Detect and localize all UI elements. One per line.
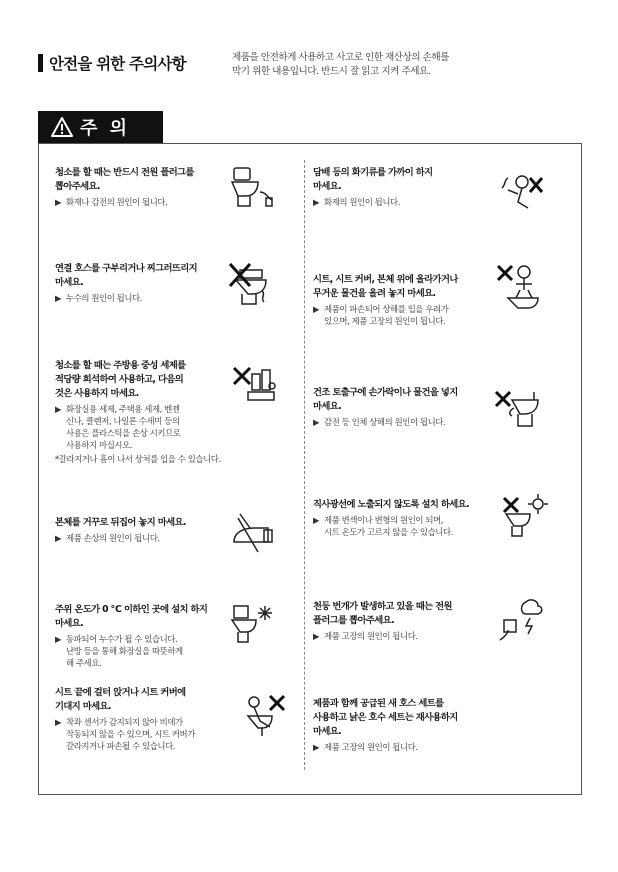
item-title-line: 주위 온도가 0 ℃ 이하인 곳에 설치 하지	[55, 604, 208, 615]
bullet-icon: ▶	[55, 197, 62, 207]
caution-item-new-hose-set	[313, 697, 573, 753]
item-body	[55, 292, 315, 304]
item-title-line: 마세요.	[55, 277, 84, 288]
bullet-icon: ▶	[313, 304, 320, 314]
item-body-line: 제품이 파손되어 상해를 입을 우려가	[324, 304, 449, 314]
item-body-line: 있으며, 제품 고장의 원인이 됩니다.	[324, 316, 446, 326]
item-body-line: 난방 등을 통해 화장실을 따뜻하게	[66, 646, 183, 656]
warning-triangle-icon	[50, 116, 74, 138]
page-title: 안전을 위한 주의사항	[49, 55, 186, 73]
bullet-icon: ▶	[313, 417, 320, 427]
item-body	[313, 741, 573, 753]
bullet-icon: ▶	[55, 717, 62, 727]
item-title-line: 마세요.	[313, 401, 342, 412]
toilet-plug-illustration	[226, 162, 276, 212]
sunlight-prohibited-illustration	[498, 492, 548, 542]
item-title-line: 마세요.	[55, 618, 84, 629]
frozen-toilet-illustration	[228, 598, 278, 648]
item-body-line: 제품 손상의 원인이 됩니다.	[66, 533, 160, 543]
hose-bend-prohibited-illustration	[226, 260, 276, 310]
item-body-line: 갈라지거나 파손될 수 있습니다.	[66, 741, 176, 751]
item-title-line: 마세요.	[313, 181, 342, 192]
item-body-line: 착좌 센서가 감지되지 않아 비데가	[66, 717, 183, 727]
section-header	[38, 52, 186, 74]
item-body-line: 감전 등 인체 상해의 원인이 됩니다.	[324, 417, 446, 427]
bullet-icon: ▶	[55, 293, 62, 303]
description-line-2: 막기 위한 내용입니다. 반드시 잘 읽고 지켜 주세요.	[232, 66, 431, 77]
item-title-line: 청소를 할 때는 주방용 중성 세제를	[55, 360, 186, 371]
item-body	[55, 196, 315, 208]
item-body-line: 화장실용 세제, 주택용 세제, 벤젠	[66, 404, 180, 414]
item-body-line: 해 주세요.	[66, 658, 102, 668]
item-title-line: 무거운 물건을 올려 놓지 마세요.	[313, 288, 436, 299]
finger-in-outlet-prohibited-illustration	[494, 382, 544, 432]
upside-down-bidet-illustration	[228, 508, 278, 558]
bullet-icon: ▶	[55, 634, 62, 644]
title-bar-marker	[38, 54, 43, 72]
item-title	[313, 697, 573, 739]
item-title-line: 직사광선에 노출되지 않도록 설치 하세요.	[313, 499, 469, 510]
item-note: *갈라지거나 흠이 나서 상처를 입을 수 있습니다.	[55, 454, 221, 464]
item-title	[55, 166, 315, 194]
item-body-line: 동파되어 누수가 될 수 있습니다.	[66, 634, 178, 644]
lightning-unplug-illustration	[496, 596, 546, 646]
item-body-line: 제품 고장의 원인이 됩니다.	[324, 742, 418, 752]
page-description	[232, 51, 449, 79]
description-line-1: 제품을 안전하게 사용하고 사고로 인한 재산상의 손해를	[232, 52, 449, 63]
bullet-icon: ▶	[55, 533, 62, 543]
smoking-prohibited-illustration	[494, 168, 544, 218]
item-title-line: 시트, 시트 커버, 본체 위에 올라가거나	[313, 274, 458, 285]
standing-on-seat-prohibited-illustration	[494, 262, 544, 312]
caution-item-hose-bend	[55, 262, 315, 304]
bullet-icon: ▶	[313, 515, 320, 525]
item-title-line: 제품과 함께 공급된 새 호스 세트를	[313, 698, 444, 709]
leaning-on-cover-prohibited-illustration	[236, 688, 286, 738]
bullet-icon: ▶	[313, 197, 320, 207]
caution-tab	[38, 111, 163, 143]
item-title-line: 기대지 마세요.	[55, 701, 111, 712]
item-title-line: 마세요.	[313, 726, 342, 737]
item-title-line: 적당량 희석하여 사용하고, 다음의	[55, 374, 184, 385]
item-title-line: 담배 등의 화기류를 가까이 하지	[313, 167, 433, 178]
item-body-line: 신나, 클렌저, 나일론 수세미 등의	[66, 416, 180, 426]
caution-item-unplug-when-cleaning	[55, 166, 315, 208]
item-title-line: 사용하고 낡은 호수 세트는 재사용하지	[313, 712, 458, 723]
item-body-line: 작동되지 않을 수 있으며, 시트 커버가	[66, 729, 195, 739]
item-title-line: 시트 끝에 걸터 앉거나 시트 커버에	[55, 687, 186, 698]
item-title-line: 것은 사용하지 마세요.	[55, 388, 139, 399]
item-title-line: 플러그를 뽑아주세요.	[313, 615, 394, 626]
item-title-line: 연결 호스를 구부리거나 찌그러뜨리지	[55, 263, 198, 274]
item-body-line: 화재나 감전의 원인이 됩니다.	[66, 197, 168, 207]
item-title-line: 천둥 번개가 발생하고 있을 때는 전원	[313, 601, 452, 612]
item-body-line: 제품 고장의 원인이 됩니다.	[324, 631, 418, 641]
item-body-line: 사용하지 마십시오.	[66, 440, 133, 450]
item-title	[55, 262, 315, 290]
detergent-prohibited-illustration	[232, 362, 282, 412]
item-body-line: 제품 변색이나 변형의 원인이 되며,	[324, 515, 443, 525]
item-body-line: 사용은 플라스틱을 손상 시키므로	[66, 428, 181, 438]
item-body-line: 누수의 원인이 됩니다.	[66, 293, 142, 303]
item-body-line: 화재의 원인이 됩니다.	[324, 197, 400, 207]
item-title-line: 본체를 거꾸로 뒤집어 놓지 마세요.	[55, 517, 186, 528]
bullet-icon: ▶	[55, 404, 62, 414]
bullet-icon: ▶	[313, 631, 320, 641]
item-title-line: 건조 토출구에 손가락이나 물건을 넣지	[313, 387, 458, 398]
item-title-line: 청소를 할 때는 반드시 전원 플러그를	[55, 167, 194, 178]
caution-label: 주 의	[80, 118, 131, 139]
item-body-line: 시트 온도가 고르지 않을 수 있습니다.	[324, 527, 453, 537]
bullet-icon: ▶	[313, 742, 320, 752]
column-divider	[304, 160, 305, 770]
item-title-line: 뽑아주세요.	[55, 181, 100, 192]
